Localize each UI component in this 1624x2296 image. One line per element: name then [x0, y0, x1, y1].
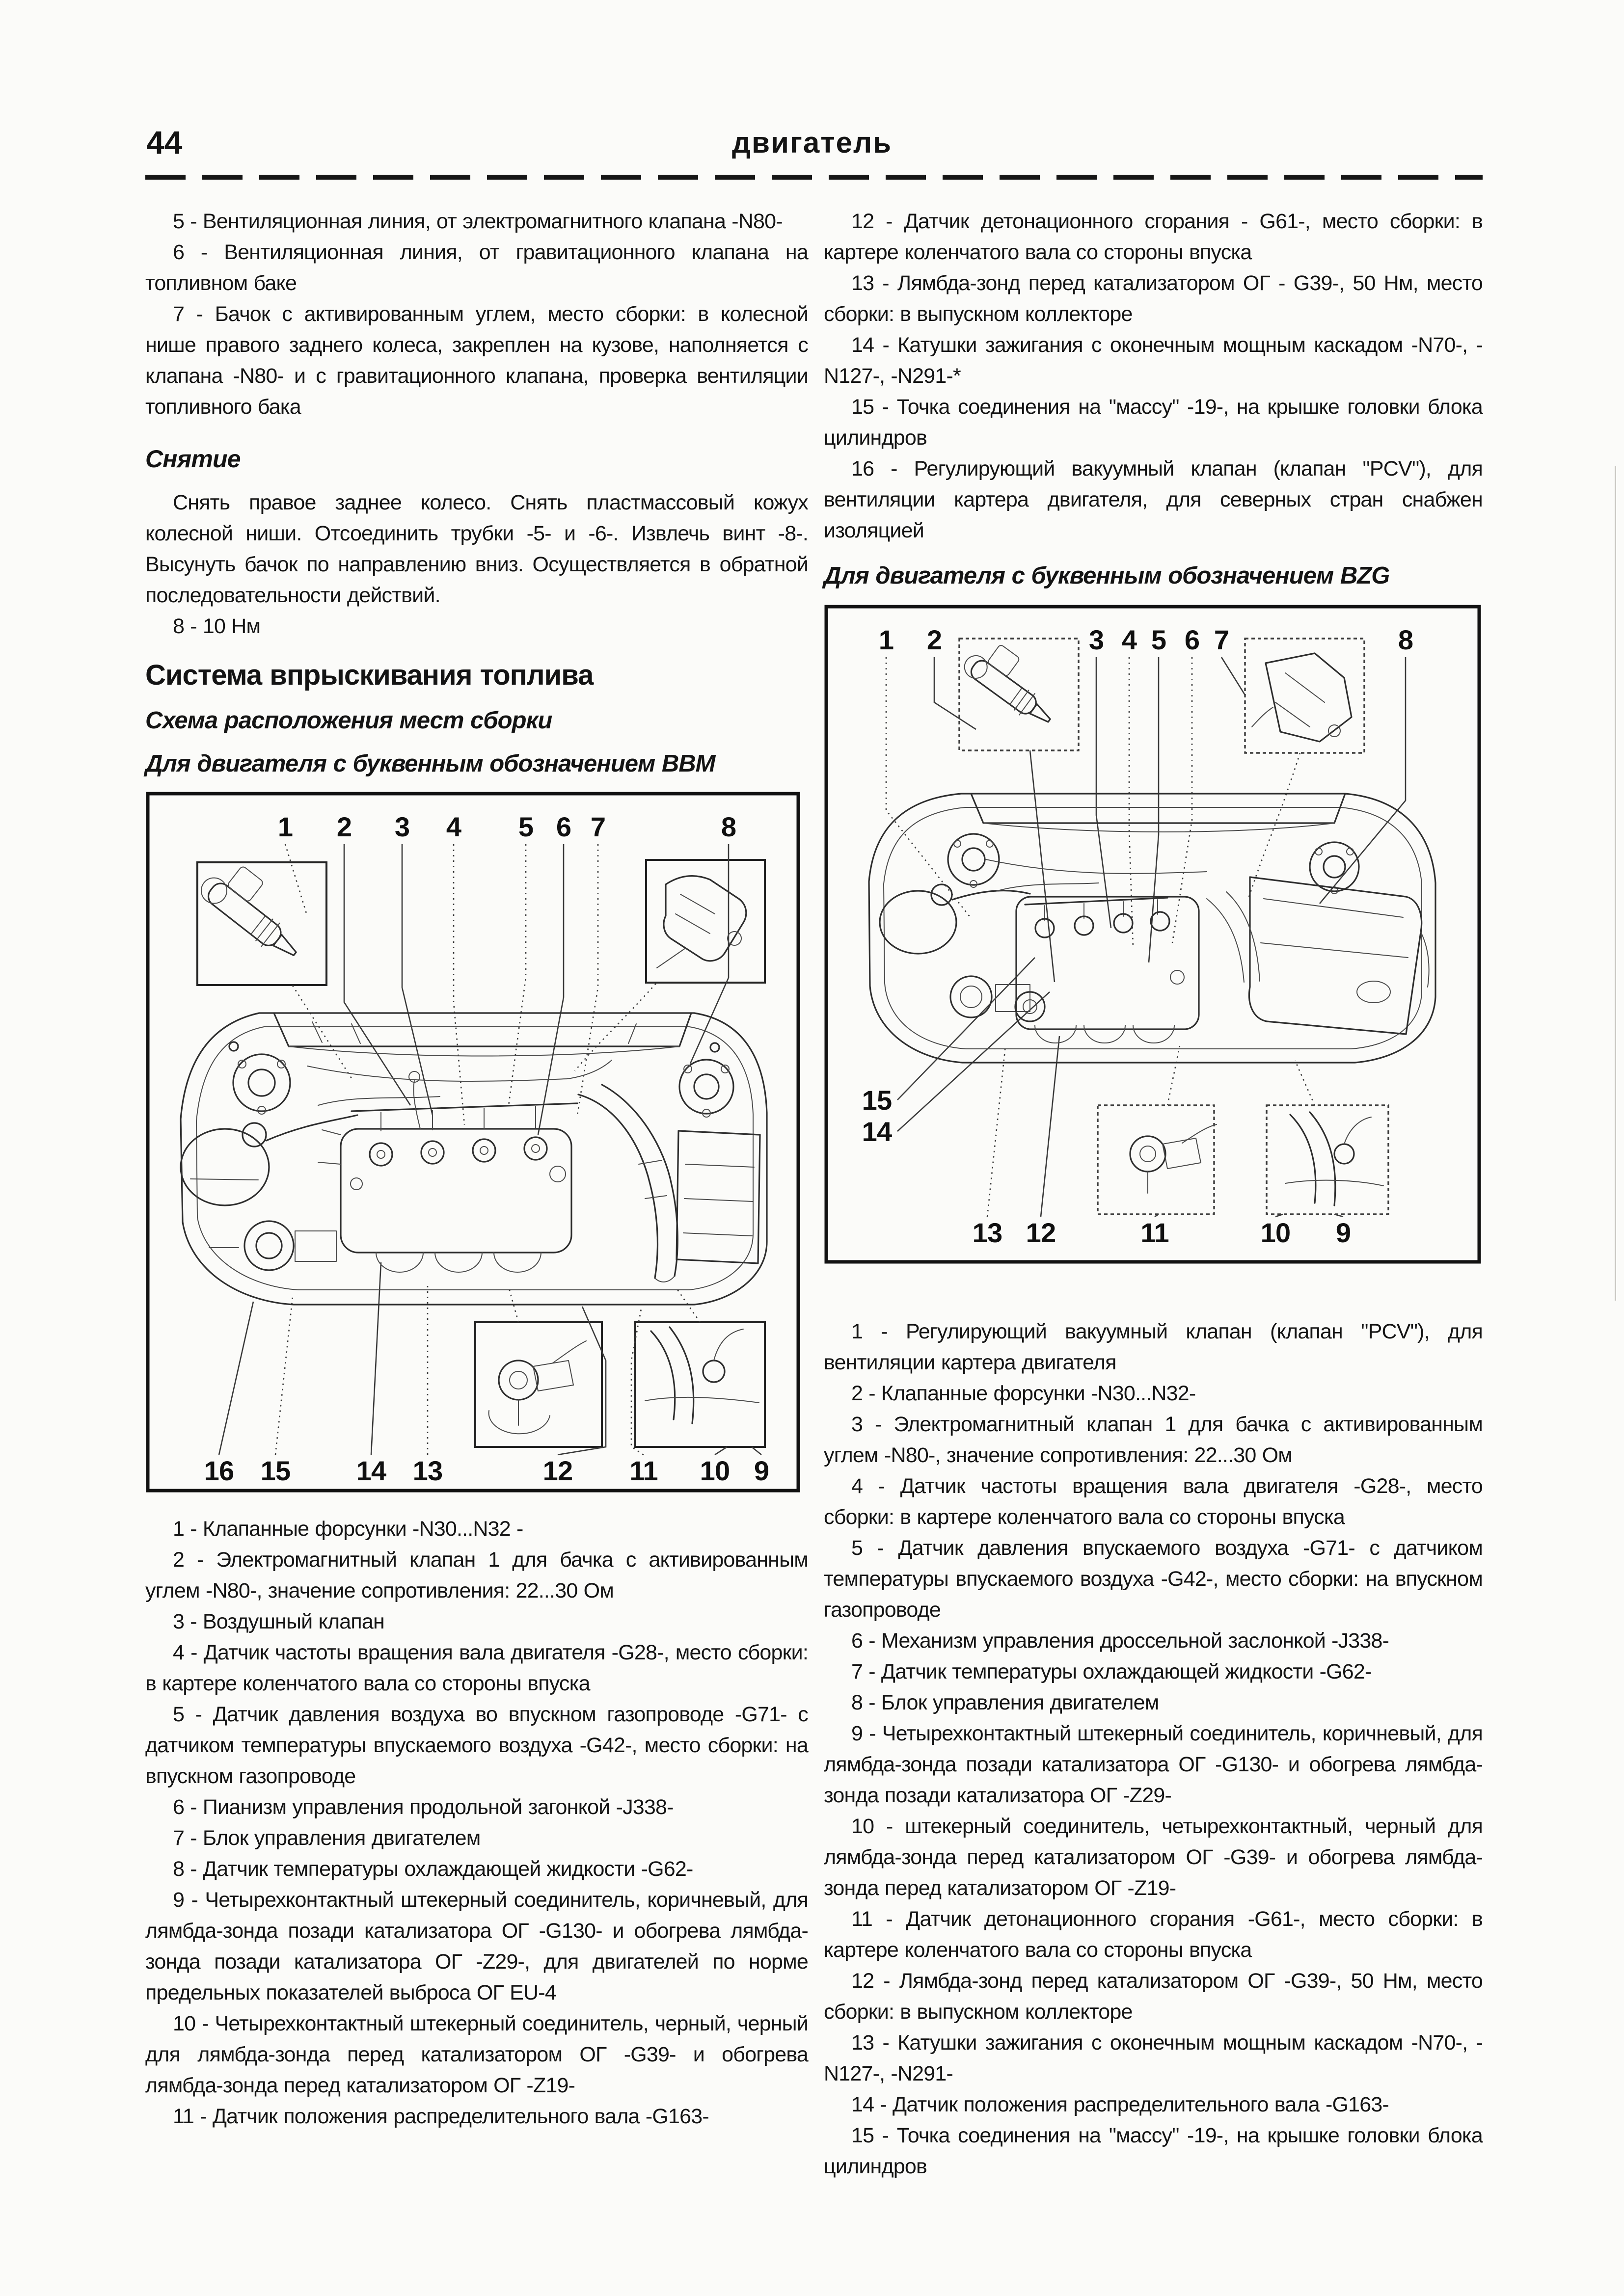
- legend-item: 4 - Датчик частоты вращения вала двигателя -G28-, место сборки: в картере коленчатого вала со стороны впуска: [145, 1641, 808, 1695]
- callout-label: 5: [1151, 624, 1166, 655]
- inset-lambda-detail: [1267, 1105, 1388, 1214]
- legend-item: 8 - Блок управления двигателем: [851, 1691, 1159, 1714]
- callout-label: 12: [542, 1455, 573, 1486]
- legend-item: 1 - Регулирующий вакуумный клапан (клапан "PCV"), для вентиляции картера двигателя: [824, 1320, 1483, 1374]
- page-number: 44: [146, 124, 183, 160]
- callout-label: 10: [1260, 1217, 1291, 1248]
- lambda-detail-drawing: [1285, 1112, 1383, 1205]
- callout-label: 13: [412, 1455, 443, 1486]
- right-column: [824, 206, 1483, 2182]
- legend-item: 3 - Электромагнитный клапан 1 для бачка с активированным углем -N80-, значение сопротивления: 22...30 Ом: [824, 1413, 1483, 1467]
- inset-knock-sensor: [1098, 1105, 1214, 1214]
- callout-label: 7: [590, 811, 606, 842]
- callout-label: 10: [700, 1455, 730, 1486]
- callout-label: 8: [721, 811, 736, 842]
- bzg-legend-list: [824, 1316, 1483, 2182]
- engine-bzg-heading: Для двигателя с буквенным обозначением BZG: [824, 562, 1390, 589]
- legend-item: 11 - Датчик детонационного сгорания -G61-, место сборки: в картере коленчатого вала со стороны впуска: [824, 1907, 1483, 1962]
- callout-label: 9: [1335, 1217, 1351, 1248]
- callout-label: 12: [1026, 1217, 1056, 1248]
- legend-item: 6 - Механизм управления дроссельной заслонкой -J338-: [851, 1629, 1389, 1653]
- left-column: [145, 206, 808, 2132]
- bzg-leader-lines: [886, 657, 1406, 1217]
- injector-drawing: [195, 854, 318, 965]
- section-subtitle: Схема расположения мест сборки: [145, 707, 552, 734]
- callout-label: 2: [336, 811, 352, 842]
- legend-item: 9 - Четырехконтактный штекерный соединитель, коричневый, для лямбда-зонда позади катализатора ОГ -G130- и обогрева лямбда-зонда позади катализатора ОГ -Z29-: [824, 1722, 1483, 1807]
- diagram-frame: [826, 607, 1479, 1262]
- legend-item: 15 - Точка соединения на "массу" -19-, на крышке головки блока цилиндров: [824, 395, 1483, 450]
- bbm-leader-lines: [219, 844, 761, 1455]
- legend-item: 10 - штекерный соединитель, четырехконтактный, черный для лямбда-зонда перед катализатором ОГ -G39- и обогрева лямбда-зонда перед катализатором ОГ -Z19-: [824, 1815, 1483, 1900]
- callout-label: 14: [862, 1116, 892, 1147]
- legend-item: 1 - Клапанные форсунки -N30...N32 -: [173, 1517, 523, 1541]
- bbm-legend-list: [145, 1514, 808, 2132]
- inset-lambda-connectors: [635, 1322, 765, 1447]
- callout-label: 6: [1184, 624, 1200, 655]
- legend-item: 6 - Вентиляционная линия, от гравитационного клапана на топливном баке: [145, 240, 808, 295]
- legend-item: 12 - Датчик детонационного сгорания - G61-, место сборки: в картере коленчатого вала со стороны впуска: [824, 210, 1483, 264]
- engine-bbm-heading: Для двигателя с буквенным обозначением BBM: [145, 750, 715, 777]
- callout-label: 9: [754, 1455, 769, 1486]
- section-title: Система впрыскивания топлива: [145, 659, 594, 691]
- legend-item: 15 - Точка соединения на "массу" -19-, на крышке головки блока цилиндров: [824, 2124, 1483, 2178]
- legend-item: 5 - Вентиляционная линия, от электромагнитного клапана -N80-: [173, 210, 783, 233]
- diagram-engine-bzg: [824, 604, 1482, 1264]
- legend-item: 10 - Четырехконтактный штекерный соединитель, черный, черный для лямбда-зонда перед катализатором ОГ -G39- и обогрева лямбда-зонда перед катализатором ОГ -Z19-: [145, 2012, 808, 2097]
- legend-item: 6 - Пианизм управления продольной загонкой -J338-: [173, 1795, 674, 1819]
- legend-item: 5 - Датчик давления впускаемого воздуха -G71- с датчиком температуры впускаемого воздуха -G42-, место сборки: на впускном газопроводе: [824, 1536, 1483, 1622]
- callout-label: 1: [277, 811, 293, 842]
- bzg-inset-boxes: [959, 639, 1388, 1214]
- legend-item: 2 - Электромагнитный клапан 1 для бачка с активированным углем -N80-, значение сопротивления: 22...30 Ом: [145, 1548, 808, 1602]
- legend-item: 14 - Катушки зажигания с оконечным мощным каскадом -N70-, -N127-, -N291-*: [824, 333, 1483, 388]
- legend-item: 3 - Воздушный клапан: [173, 1610, 384, 1633]
- lambda-connector-drawing: [645, 1327, 759, 1423]
- inset-knock-sensor: [475, 1322, 602, 1447]
- legend-item: 13 - Лямбда-зонд перед катализатором ОГ - G39-, 50 Нм, место сборки: в выпускном коллекторе: [824, 271, 1483, 326]
- injector-drawing: [959, 634, 1069, 731]
- callout-label: 13: [972, 1217, 1002, 1248]
- legend-item: 9 - Четырехконтактный штекерный соединитель, коричневый, для лямбда-зонда позади катализатора ОГ -G130- и обогрева лямбда-зонда позади катализатора ОГ -Z29-, для двигателей по норме предельных показателей выброса ОГ EU-4: [145, 1888, 808, 2004]
- legend-item: 8 - Датчик температуры охлаждающей жидкости -G62-: [173, 1857, 693, 1881]
- callout-label: 5: [518, 811, 534, 842]
- legend-item: 7 - Блок управления двигателем: [173, 1826, 481, 1850]
- coil-detail-drawing: [1252, 653, 1352, 742]
- diagram-engine-bbm: [145, 791, 801, 1493]
- legend-item: 16 - Регулирующий вакуумный клапан (клапан "PCV"), для вентиляции картера двигателя, для северных стран снабжен изоляцией: [824, 457, 1483, 542]
- knock-sensor-drawing: [1130, 1124, 1217, 1193]
- bzg-side-callouts: [862, 1085, 892, 1147]
- callout-label: 2: [926, 624, 942, 655]
- bbm-bottom-callouts: [204, 1455, 769, 1486]
- legend-item: 7 - Датчик температуры охлаждающей жидкости -G62-: [851, 1660, 1372, 1683]
- callout-label: 15: [862, 1085, 892, 1116]
- header-divider: [145, 175, 1483, 180]
- callout-label: 11: [1140, 1217, 1169, 1248]
- callout-label: 3: [1088, 624, 1104, 655]
- callout-label: 8: [1398, 624, 1413, 655]
- legend-item: 13 - Катушки зажигания с оконечным мощным каскадом -N70-, -N127-, -N291-: [824, 2031, 1483, 2085]
- legend-item: 2 - Клапанные форсунки -N30...N32-: [851, 1382, 1196, 1405]
- legend-item: 11 - Датчик положения распределительного вала -G163-: [173, 2105, 709, 2128]
- ground-point-drawing: [657, 876, 746, 968]
- callout-label: 15: [260, 1455, 291, 1486]
- removal-paragraph: Снять правое заднее колесо. Снять пластмассовый кожух колесной ниши. Отсоединить трубки -5- и -6-. Извлечь винт -8-. Высунуть бачок по направлению вниз. Осуществляется в обратной последовательности действий.: [145, 491, 808, 607]
- legend-item: 12 - Лямбда-зонд перед катализатором ОГ -G39-, 50 Нм, место сборки: в выпускном коллекторе: [824, 1969, 1483, 2024]
- legend-item: 5 - Датчик давления воздуха во впускном газопроводе -G71- с датчиком температуры впускаемого воздуха -G42-, место сборки: на впускном газопроводе: [145, 1703, 808, 1788]
- page-header-title: двигатель: [732, 126, 892, 159]
- callout-label: 7: [1214, 624, 1229, 655]
- legend-item: 4 - Датчик частоты вращения вала двигателя -G28-, место сборки: в картере коленчатого вала со стороны впуска: [824, 1474, 1483, 1529]
- scan-artifact-line: [1615, 466, 1616, 1301]
- callout-label: 3: [394, 811, 410, 842]
- callout-label: 1: [878, 624, 894, 655]
- callout-label: 11: [629, 1455, 658, 1486]
- bbm-top-callouts: [278, 811, 736, 842]
- legend-item: 7 - Бачок с активированным углем, место сборки: в колесной нише правого заднего колеса, закреплен на кузове, наполняется с клапана -N80- и с гравитационного клапана, проверка вентиляции топливного бака: [145, 302, 808, 419]
- torque-spec: 8 - 10 Нм: [173, 614, 261, 638]
- callout-label: 16: [204, 1455, 234, 1486]
- knock-sensor-drawing: [489, 1341, 586, 1434]
- callout-label: 4: [446, 811, 461, 842]
- removal-heading: Снятие: [145, 445, 241, 473]
- callout-label: 4: [1121, 624, 1137, 655]
- legend-item: 14 - Датчик положения распределительного вала -G163-: [851, 2093, 1389, 2116]
- callout-label: 14: [356, 1455, 386, 1486]
- engine-bay-drawing-bbm: [181, 854, 767, 1434]
- bzg-bottom-callouts: [973, 1217, 1351, 1248]
- callout-label: 6: [556, 811, 571, 842]
